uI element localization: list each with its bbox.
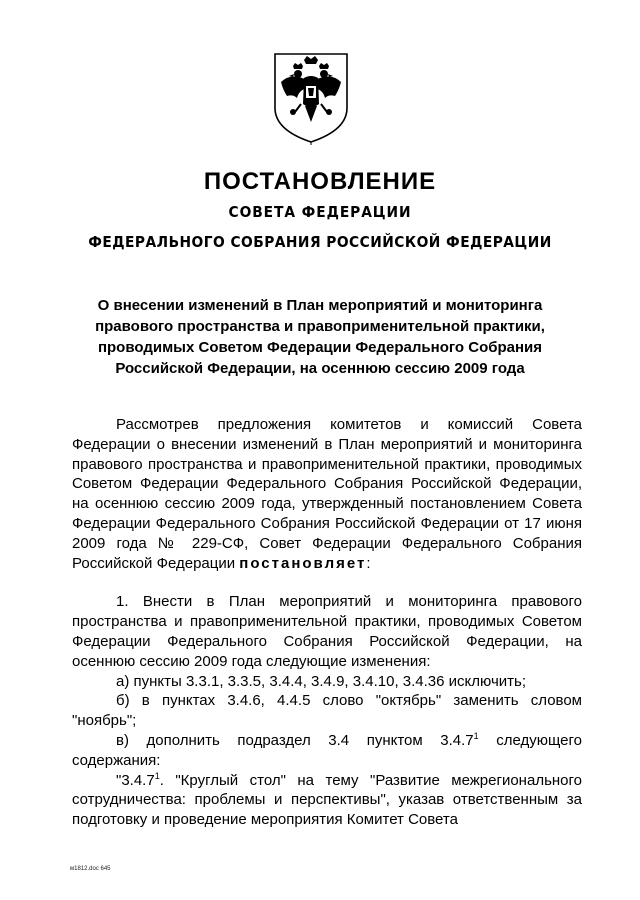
document-type-heading: ПОСТАНОВЛЕНИЕ (203, 168, 437, 195)
quoted-item-paragraph (72, 771, 582, 830)
clause-v-text: в) дополнить подраздел 3.4 пунктом 3.4.7 (116, 731, 474, 749)
quoted-item-number: "3.4.7 (116, 771, 155, 789)
preamble-end: : (366, 554, 371, 572)
issuer-heading-line2: ФЕДЕРАЛЬНОГО СОБРАНИЯ РОССИЙСКОЙ ФЕДЕРАЦИИ (88, 233, 552, 251)
document-subject: О внесении изменений в План мероприятий и мониторинга правового пространства и правоприменительной практики, проводимых Советом Федерации Федерального Собрания Российской Федерации, на осеннюю сессию 2009 года (95, 297, 545, 377)
issuer-heading-line1: СОВЕТА ФЕДЕРАЦИИ (228, 203, 412, 221)
clause-v-superscript: 1 (473, 730, 479, 741)
clause-v-text-end: следующего содержания: (72, 731, 583, 769)
quoted-item-superscript: 1 (154, 770, 160, 781)
double-headed-eagle-icon (271, 50, 351, 145)
clause-1-paragraph: 1. Внести в План мероприятий и мониторинга правового пространства и правоприменительной практики, проводимых Советом Федерации Федерального Собрания Российской Федерации, на осеннюю сессию 2009 года следующие изменения: (72, 593, 582, 670)
preamble-paragraph (72, 415, 582, 573)
preamble-verb: постановляет (239, 554, 367, 572)
file-code-footer: м1812.doc 645 (70, 866, 111, 872)
quoted-item-text: . "Круглый стол" на тему "Развитие межрегионального сотрудничества: проблемы и перспективы", указав ответственным за подготовку и проведение мероприятия Комитет Совета (72, 771, 582, 829)
clause-v-paragraph (72, 731, 582, 771)
clause-b-paragraph: б) в пунктах 3.4.6, 4.4.5 слово "октябрь" заменить словом "ноябрь"; (72, 692, 582, 730)
document-body (72, 415, 582, 830)
coat-of-arms-emblem (271, 50, 351, 145)
clause-a-paragraph: а) пункты 3.3.1, 3.3.5, 3.4.4, 3.4.9, 3.4.10, 3.4.36 исключить; (116, 672, 526, 690)
preamble-text: Рассмотрев предложения комитетов и комиссий Совета Федерации о внесении изменений в План мероприятий и мониторинга правового пространства и правоприменительной практики, проводимых Советом Федерации Федерального Собрания Российской Федерации, на осеннюю сессию 2009 года, утвержденный постановлением Совета Федерации Федерального Собрания Российской Федерации от 17 июня 2009 года № 229-СФ, Совет Федерации Федерального Собрания Российской Федерации (72, 416, 582, 572)
